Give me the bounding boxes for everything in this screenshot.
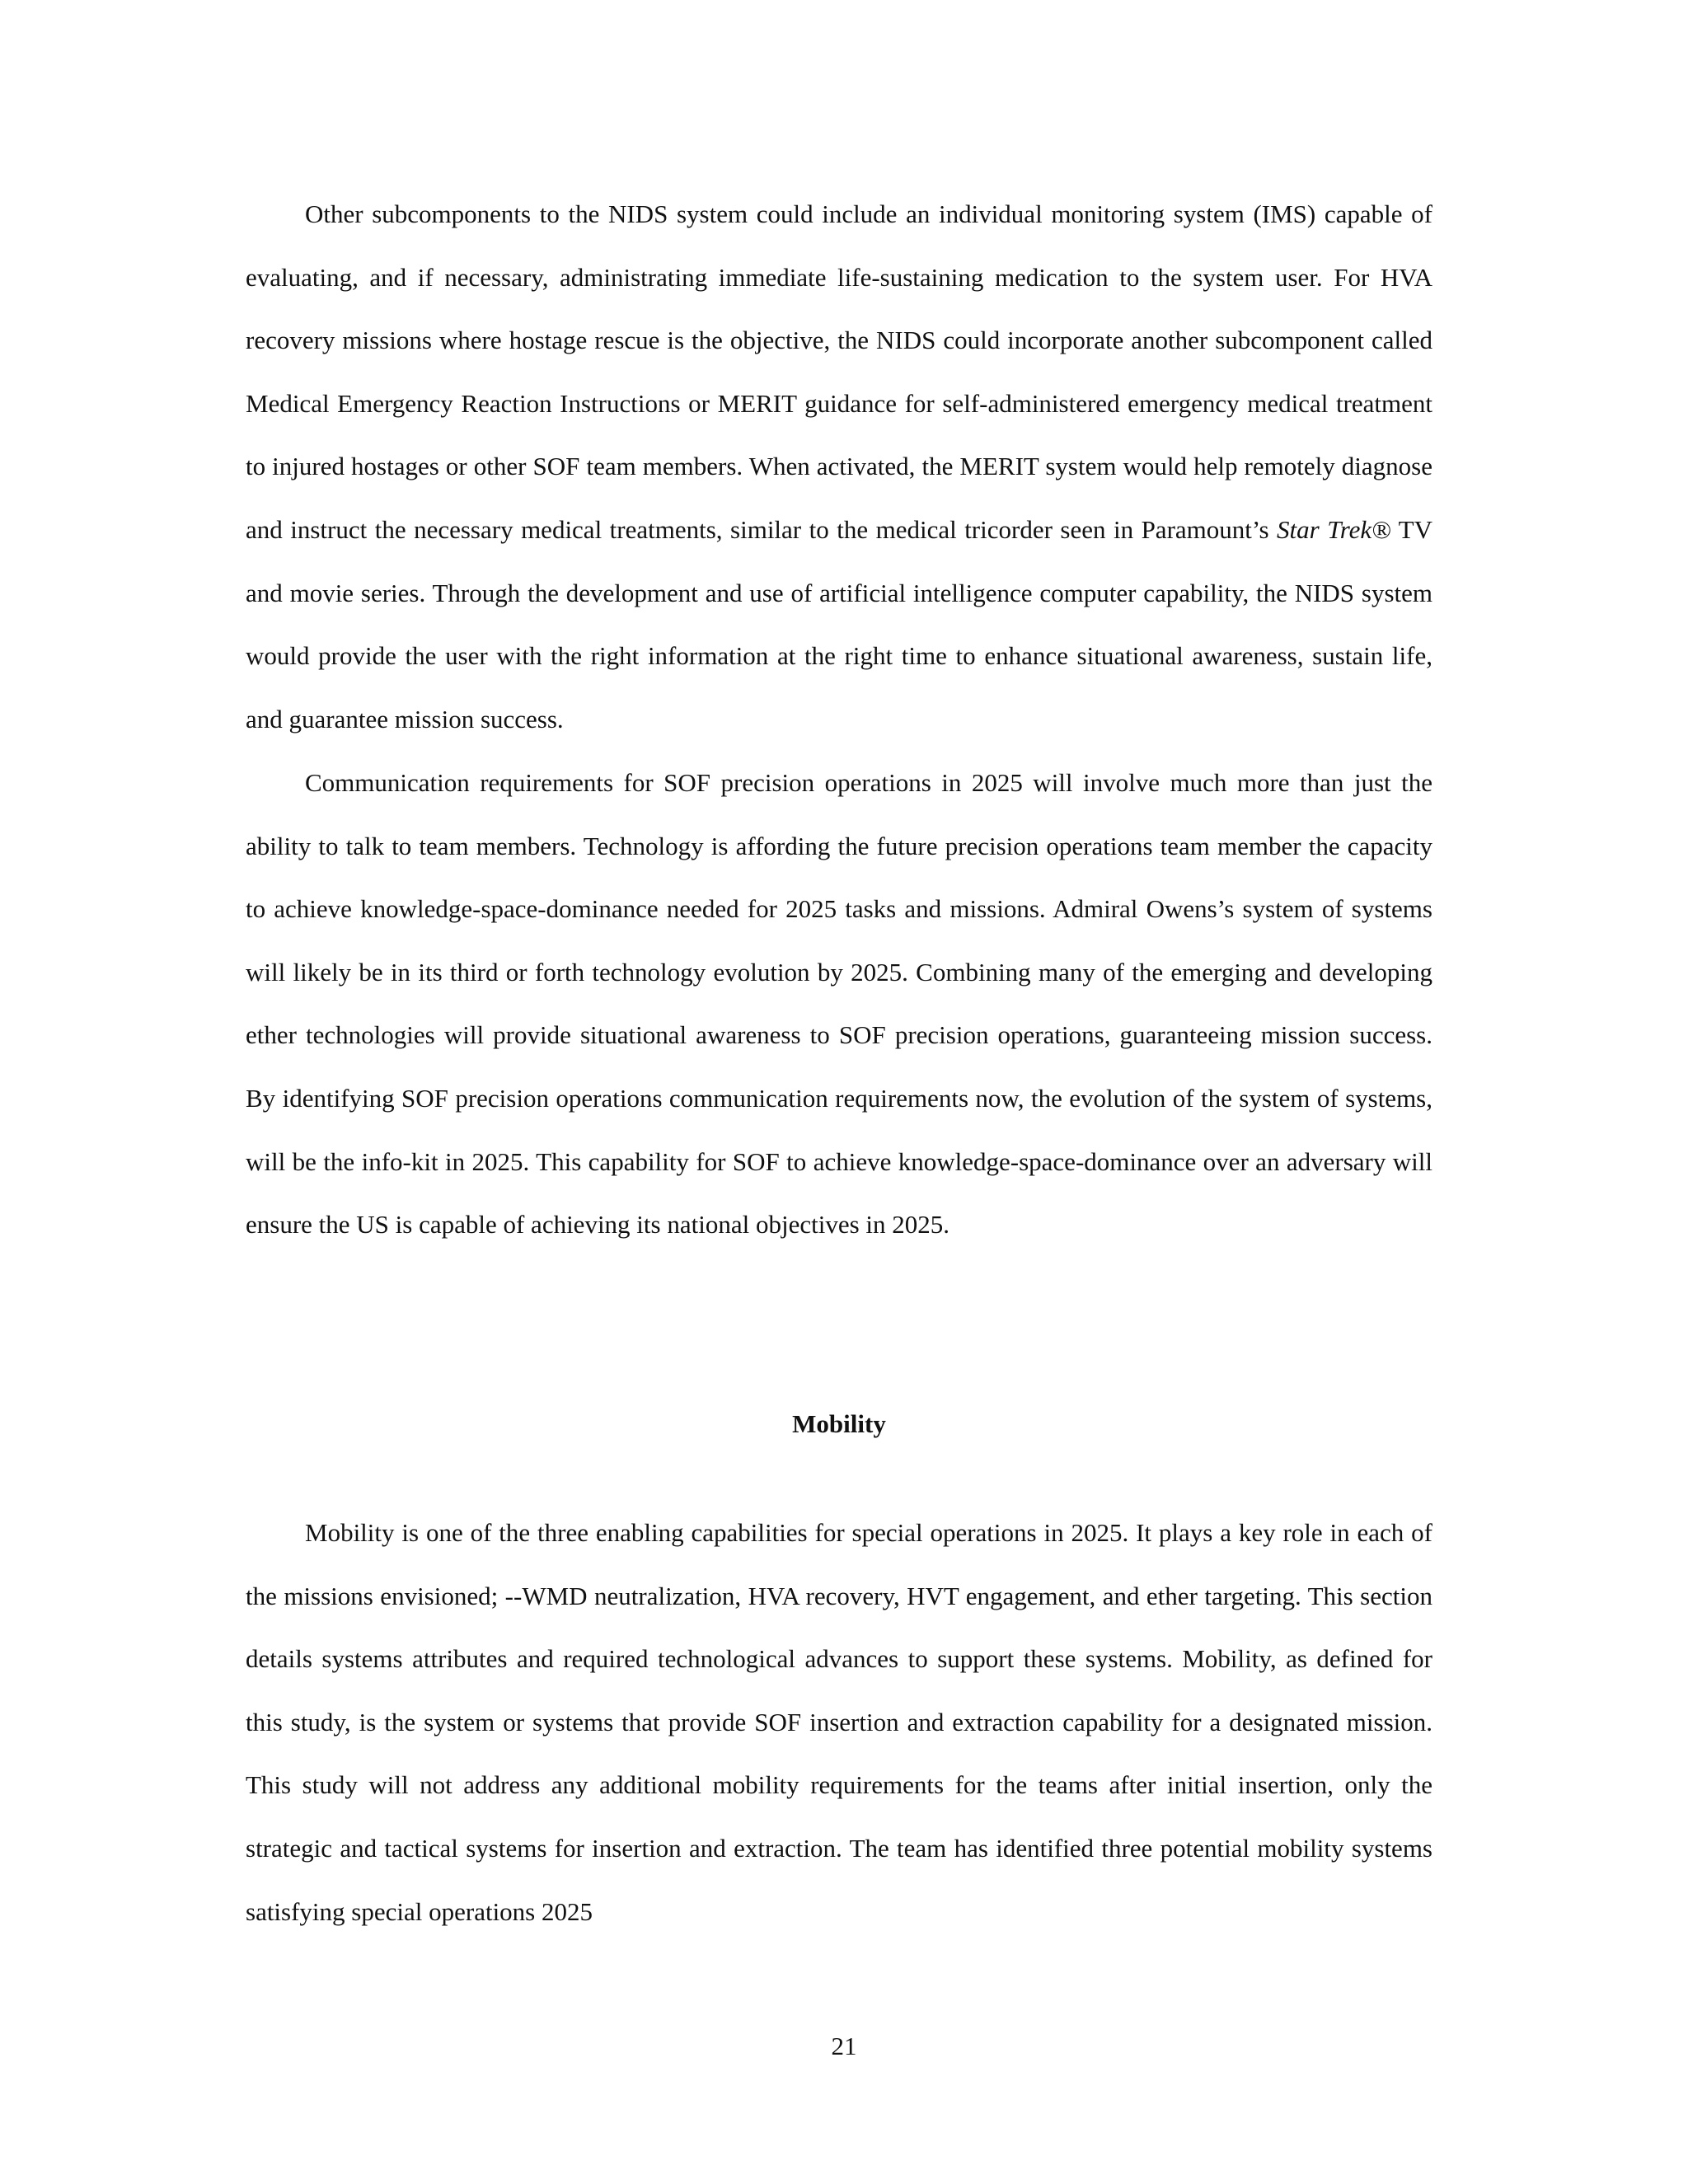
paragraph-mobility: Mobility is one of the three enabling capabilities for special operations in 2025. It plays a key role in each of the missions envisioned; --WMD neutralization, HVA recovery, HVT engagement, and ether targeting. This section details systems attributes and required technological advances to support these systems. Mobility, as defined for this study, is the system or systems that provide SOF insertion and extraction capability for a designated mission. This study will not address any additional mobility requirements for the teams after initial insertion, only the strategic and tactical systems for insertion and extraction. The team has identified three potential mobility systems satisfying special operations 2025 bbox=[246, 1518, 1432, 1926]
paragraph-communication-requirements: Communication requirements for SOF precision operations in 2025 will involve much more than just the ability to talk to team members. Technology is affording the future precision operations team member the capacity to achieve knowledge-space-dominance needed for 2025 tasks and missions. Admiral Owens’s system of systems will likely be in its third or forth technology evolution by 2025. Combining many of the emerging and developing ether technologies will provide situational awareness to SOF precision operations, guaranteeing mission success. By identifying SOF precision operations communication requirements now, the evolution of the system of systems, will be the info-kit in 2025. This capability for SOF to achieve knowledge-space-dominance over an adversary will ensure the US is capable of achieving its national objectives in 2025. bbox=[246, 768, 1432, 1240]
paragraph-text: TV and movie series. Through the development and use of artificial intelligence computer capability, the NIDS system would provide the user with the right information at the right time to enhance situational awareness, sustain life, and guarantee mission success. bbox=[246, 514, 1432, 733]
section-heading: Mobility bbox=[792, 1409, 886, 1438]
page-number: 21 bbox=[831, 2032, 857, 2060]
paragraph-nids-subcomponents bbox=[246, 183, 1432, 751]
paragraph-text: Other subcomponents to the NIDS system could include an individual monitoring system (IMS) capable of evaluating, and if necessary, administrating immediate life-sustaining medication to the system user. For HVA recovery missions where hostage rescue is the objective, the NIDS could incorporate another subcomponent called Medical Emergency Reaction Instructions or MERIT guidance for self-administered emergency medical treatment to injured hostages or other SOF team members. When activated, the MERIT system would help remotely diagnose and instruct the necessary medical treatments, similar to the medical tricorder seen in Paramount’s bbox=[246, 199, 1432, 544]
italic-title: Star Trek® bbox=[1277, 514, 1391, 544]
